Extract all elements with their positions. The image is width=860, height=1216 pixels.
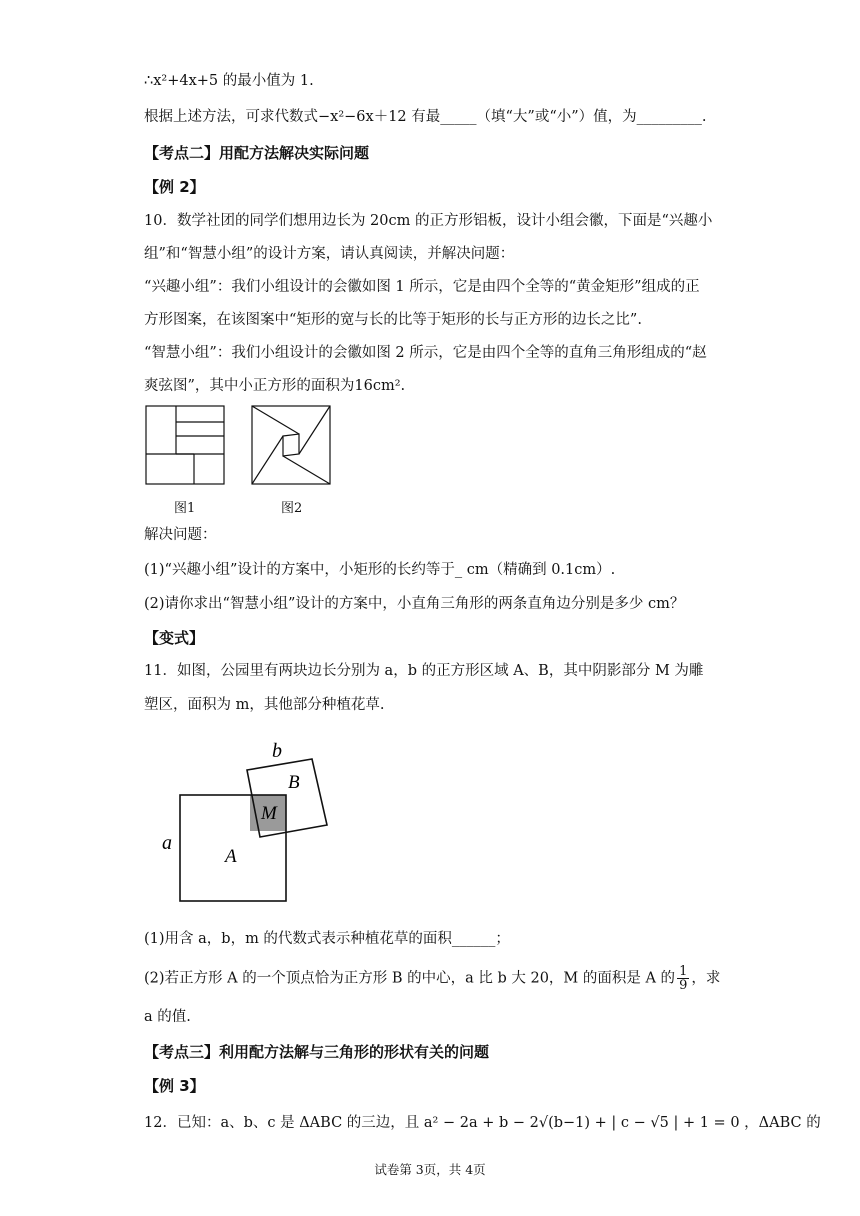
question-10-line-6: 爽弦图”，其中小正方形的面积为16cm². (144, 378, 406, 394)
label-b: b (272, 740, 282, 762)
question-10-part-2: (2)请你求出“智慧小组”设计的方案中，小直角三角形的两条直角边分别是多少 cm？ (144, 596, 685, 612)
question-10-line-3: “兴趣小组”：我们小组设计的会徽如图 1 所示，它是由四个全等的“黄金矩形”组成的正 (144, 279, 700, 295)
page-footer: 试卷第 3页，共 4页 (374, 1162, 486, 1177)
section-heading-2: 【考点二】用配方法解决实际问题 (144, 144, 370, 162)
section-heading-3: 【考点三】利用配方法解与三角形的形状有关的问题 (144, 1043, 490, 1061)
question-11-line-2: 塑区，面积为 m，其他部分种植花草. (144, 697, 385, 713)
question-12-line-1: 12．已知：a、b、c 是 ΔABC 的三边，且 a² − 2a + b − 2√(b−1) + | c − √5 | + 1 = 0 ，ΔABC 的 (144, 1115, 821, 1131)
question-10-line-4: 方形图案，在该图案中“矩形的宽与长的比等于矩形的长与正方形的边长之比”. (144, 312, 642, 328)
label-M: M (261, 803, 277, 824)
figure-1-caption: 图1 (174, 501, 196, 516)
fraction-one-ninth: $\frac{1}{9}$ (679, 964, 688, 993)
question-10-line-5: “智慧小组”：我们小组设计的会徽如图 2 所示，它是由四个全等的直角三角形组成的“赵 (144, 345, 707, 361)
label-B: B (288, 772, 300, 793)
question-10-part-1: (1)“兴趣小组”设计的方案中，小矩形的长约等于_ cm（精确到 0.1cm）. (144, 562, 616, 578)
question-11-line-1: 11．如图，公园里有两块边长分别为 a，b 的正方形区域 A、B，其中阴影部分 M 为雕 (144, 663, 704, 679)
squares-diagram (150, 735, 350, 910)
label-A: A (225, 846, 237, 867)
figure-1 (145, 405, 225, 485)
question-11-part-2-end: a 的值. (144, 1009, 191, 1025)
question-11-part-2-tail: ，求 (691, 970, 721, 987)
figure-2-caption: 图2 (281, 501, 303, 516)
figure-2 (251, 405, 331, 485)
question-11-part-1: (1)用含 a，b，m 的代数式表示种植花草的面积______； (144, 931, 510, 947)
example-2-label: 【例 2】 (144, 178, 205, 196)
question-10-line-1: 10．数学社团的同学们想用边长为 20cm 的正方形铝板，设计小组会徽，下面是“兴趣小 (144, 213, 713, 229)
question-10-line-2: 组”和“智慧小组”的设计方案，请认真阅读，并解决问题： (144, 246, 515, 262)
variant-label: 【变式】 (144, 629, 205, 647)
text-line-2: 根据上述方法，可求代数式−x²−6x＋12 有最_____（填“大”或“小”）值，为_________. (144, 109, 707, 125)
question-11-part-2 (144, 965, 720, 992)
question-11-part-2-text: (2)若正方形 A 的一个顶点恰为正方形 B 的中心，a 比 b 大 20，M 的面积是 A 的 (144, 970, 676, 987)
label-a: a (162, 832, 172, 854)
example-3-label: 【例 3】 (144, 1077, 205, 1095)
solve-heading: 解决问题： (144, 527, 217, 543)
text-line-1: ∴x²+4x+5 的最小值为 1. (144, 73, 314, 89)
